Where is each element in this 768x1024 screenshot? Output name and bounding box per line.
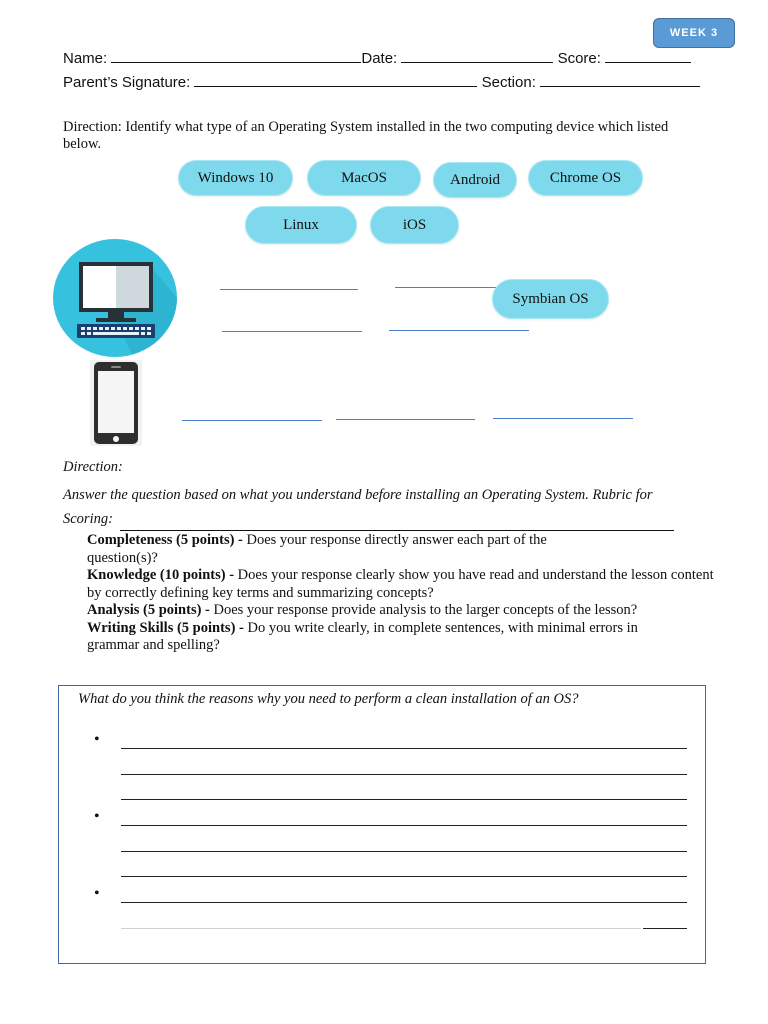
answer-line-6[interactable] [121, 876, 687, 877]
answer-line-1[interactable] [121, 748, 687, 749]
rubric-item-analysis: Analysis (5 points) - Does your response provide analysis to the larger concepts of the lesson? [87, 602, 638, 618]
section-label: Section: [481, 74, 536, 91]
answer-line-5[interactable] [121, 851, 687, 852]
answer-line-8-end[interactable] [643, 928, 687, 929]
answer-blank-phone-2[interactable] [336, 419, 475, 420]
parent-signature-field[interactable] [194, 74, 477, 87]
direction2-label: Direction: [63, 459, 123, 475]
answer-line-7[interactable] [121, 902, 687, 903]
rubric-divider [120, 530, 674, 531]
week-badge: WEEK 3 [653, 18, 735, 48]
score-field[interactable] [605, 50, 691, 63]
os-pill-linux: Linux [245, 206, 357, 244]
answer-line-4[interactable] [121, 825, 687, 826]
parent-signature-label: Parent’s Signature: [63, 74, 191, 91]
name-field[interactable] [111, 50, 361, 63]
section-field[interactable] [540, 74, 700, 87]
os-pill-windows: Windows 10 [178, 160, 293, 196]
date-label: Date: [361, 50, 398, 67]
bullet-3: • [94, 885, 100, 902]
os-pill-chrome: Chrome OS [528, 160, 643, 196]
rubric-list [87, 532, 727, 655]
header-row-1 [63, 50, 691, 67]
date-field[interactable] [401, 50, 553, 63]
os-pill-android: Android [433, 162, 517, 198]
answer-line-2[interactable] [121, 774, 687, 775]
answer-blank-computer-1[interactable] [220, 289, 358, 290]
bullet-2: • [94, 808, 100, 825]
os-pill-macos: MacOS [307, 160, 421, 196]
answer-line-3[interactable] [121, 799, 687, 800]
question-text: What do you think the reasons why you need to perform a clean installation of an OS? [78, 691, 579, 707]
rubric-item-knowledge: Knowledge (10 points) - Does your response clearly show you have read and understand the lesson content by correctly defining key terms and summarizing concepts? [87, 567, 714, 601]
header-row-2 [63, 74, 700, 91]
desktop-computer-icon [52, 238, 178, 358]
rubric-item-completeness: Completeness (5 points) - Does your response directly answer each part of the question(s)? [87, 532, 547, 566]
rubric-item-writing: Writing Skills (5 points) - Do you write clearly, in complete sentences, with minimal errors in grammar and spelling? [87, 619, 638, 653]
answer-blank-computer-3[interactable] [222, 331, 362, 332]
os-pill-ios: iOS [370, 206, 459, 244]
name-label: Name: [63, 50, 108, 67]
os-pill-symbian: Symbian OS [492, 279, 609, 319]
answer-line-8[interactable] [121, 928, 641, 929]
answer-blank-phone-1[interactable] [182, 420, 322, 421]
direction-text: Direction: Identify what type of an Operating System installed in the two computing device which listed below. [63, 119, 669, 152]
score-label: Score: [557, 50, 601, 67]
direction2-text: Answer the question based on what you understand before installing an Operating System. Rubric for Scoring: [63, 487, 653, 527]
answer-blank-phone-3[interactable] [493, 418, 633, 419]
smartphone-icon [90, 360, 142, 446]
answer-blank-computer-4[interactable] [389, 330, 529, 331]
bullet-1: • [94, 731, 100, 748]
